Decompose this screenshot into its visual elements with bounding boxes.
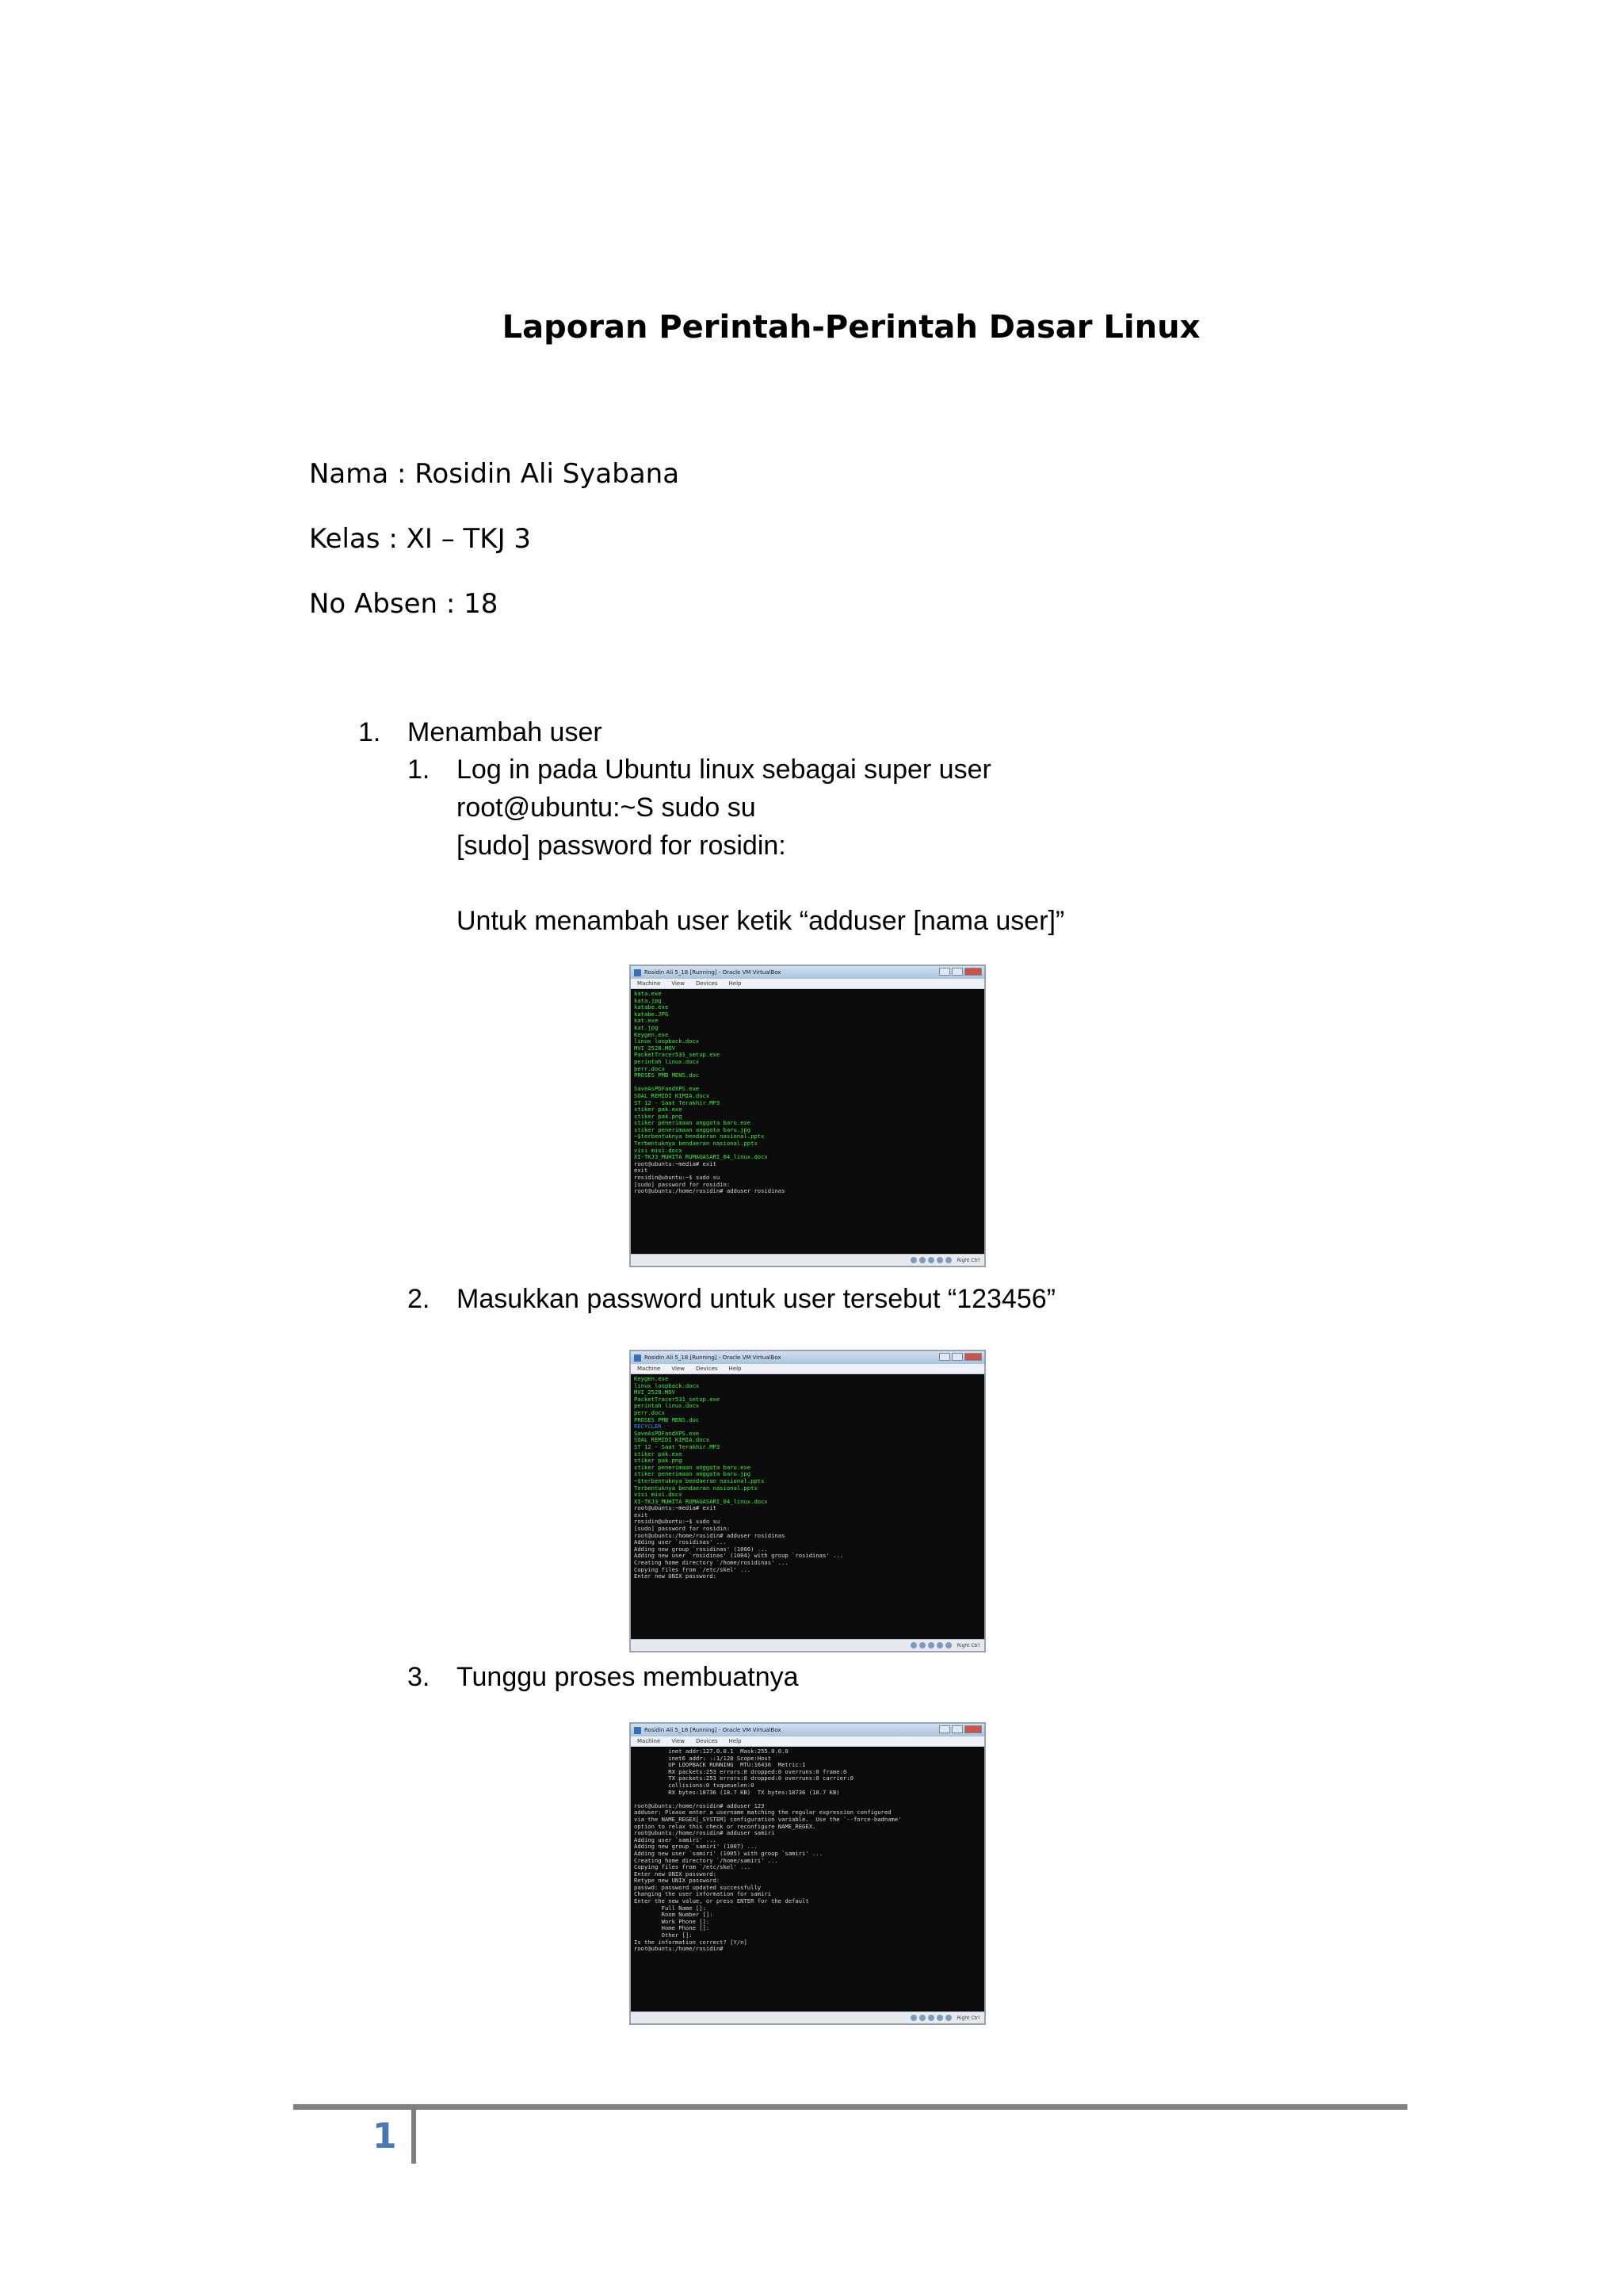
terminal-line: Enter the new value, or press ENTER for the default bbox=[634, 1897, 809, 1905]
window-statusbar bbox=[631, 1639, 984, 1651]
terminal-line: SOAL REMIDI KIMIA.docx bbox=[634, 1091, 710, 1099]
terminal-line: stiker penerimaan anggota baru.exe bbox=[634, 1463, 751, 1471]
virtualbox-icon bbox=[634, 1354, 641, 1362]
terminal-line: root@ubuntu:/home/rosidin# bbox=[634, 1945, 724, 1953]
terminal-line: Is the information correct? [Y/n] bbox=[634, 1938, 747, 1946]
usb-icon bbox=[928, 2015, 934, 2021]
window-menubar bbox=[631, 979, 984, 989]
window-menubar bbox=[631, 1364, 984, 1374]
step-text: Log in pada Ubuntu linux sebagai super user bbox=[456, 755, 991, 785]
usb-icon bbox=[928, 1642, 934, 1648]
terminal-line: linux loopback.docx bbox=[634, 1037, 700, 1045]
window-menubar bbox=[631, 1736, 984, 1747]
terminal-line: root@ubuntu:/home/rosidin# adduser rosidinas bbox=[634, 1187, 785, 1195]
terminal-line: Changing the user information for samiri bbox=[634, 1890, 772, 1898]
terminal-line: katabe.exe bbox=[634, 1003, 669, 1011]
section-heading: Menambah user bbox=[407, 717, 602, 747]
cd-icon bbox=[919, 1642, 926, 1648]
terminal-line: Retype new UNIX password: bbox=[634, 1877, 720, 1885]
terminal-line: exit bbox=[634, 1167, 648, 1175]
virtualbox-screenshot bbox=[629, 1722, 986, 2025]
terminal-line: root@ubuntu:/home/rosidin# adduser 123 bbox=[634, 1801, 765, 1809]
terminal-output bbox=[631, 989, 984, 1197]
terminal-line: PROSES PMB MENS.doc bbox=[634, 1072, 700, 1079]
terminal-line: Copying files from `/etc/skel' ... bbox=[634, 1565, 751, 1573]
terminal-line: rosidin@ubuntu:~$ sudo su bbox=[634, 1174, 720, 1182]
terminal-line: kat.jpg bbox=[634, 1023, 659, 1031]
terminal-line: root@ubuntu:/home/rosidin# adduser samiri bbox=[634, 1829, 775, 1837]
footer-divider bbox=[411, 2110, 416, 2164]
minimize-icon bbox=[939, 1353, 950, 1361]
menu-help: Help bbox=[728, 1738, 742, 1744]
terminal-line: linux loopback.docx bbox=[634, 1381, 700, 1389]
menu-view: View bbox=[671, 1366, 685, 1372]
terminal-line: Adding user `rosidinas' ... bbox=[634, 1538, 727, 1546]
host-key-label: Right Ctrl bbox=[957, 2015, 980, 2021]
terminal-line: collisions:0 txqueuelen:0 bbox=[634, 1781, 754, 1789]
page-title: Laporan Perintah-Perintah Dasar Linux bbox=[502, 309, 1201, 346]
terminal-line: ST 12 - Saat Terakhir.MP3 bbox=[634, 1442, 720, 1450]
maximize-icon bbox=[952, 1725, 963, 1733]
terminal-line: UP LOOPBACK RUNNING MTU:16436 Metric:1 bbox=[634, 1761, 806, 1769]
terminal-line: stiker penerimaan anggota baru.exe bbox=[634, 1119, 751, 1127]
step-number: 1. bbox=[407, 755, 430, 785]
terminal-line: ~$terbentuknya bendaeran nasional.pptx bbox=[634, 1477, 765, 1484]
terminal-line: Terbentuknya bendaeran nasional.pptx bbox=[634, 1140, 758, 1148]
terminal-line: [sudo] password for rosidin: bbox=[634, 1525, 731, 1533]
student-absen: No Absen : 18 bbox=[309, 588, 498, 620]
terminal-line: stiker pak.exe bbox=[634, 1106, 682, 1114]
terminal-line: adduser: Please enter a username matching the regular expression configured bbox=[634, 1809, 892, 1817]
mouse-icon bbox=[945, 1257, 952, 1263]
student-name: Nama : Rosidin Ali Syabana bbox=[309, 458, 680, 490]
usb-icon bbox=[928, 1257, 934, 1263]
window-title: Rosidin Ali 5_18 [Running] - Oracle VM VirtualBox bbox=[644, 1354, 781, 1361]
terminal-line: perintah linux.docx bbox=[634, 1402, 700, 1410]
close-icon bbox=[964, 968, 982, 976]
window-titlebar bbox=[631, 1351, 984, 1364]
terminal-line: Room Number []: bbox=[634, 1911, 713, 1919]
virtualbox-screenshot bbox=[629, 965, 986, 1267]
terminal-line: root@ubuntu:~media# exit bbox=[634, 1504, 716, 1512]
step-number: 3. bbox=[407, 1662, 430, 1692]
window-titlebar bbox=[631, 966, 984, 979]
terminal-line: root@ubuntu:~media# exit bbox=[634, 1159, 716, 1167]
terminal-line: stiker pak.exe bbox=[634, 1450, 682, 1457]
terminal-line: RECYCLER bbox=[634, 1423, 662, 1431]
terminal-line: perr.docx bbox=[634, 1064, 665, 1072]
maximize-icon bbox=[952, 968, 963, 976]
command-line: [sudo] password for rosidin: bbox=[456, 831, 786, 861]
step-text: Masukkan password untuk user tersebut “123456” bbox=[456, 1284, 1056, 1314]
terminal-line: Terbentuknya bendaeran nasional.pptx bbox=[634, 1484, 758, 1492]
cd-icon bbox=[919, 1257, 926, 1263]
terminal-line: Copying files from `/etc/skel' ... bbox=[634, 1863, 751, 1871]
footer-rule bbox=[293, 2104, 1407, 2110]
host-key-label: Right Ctrl bbox=[957, 1257, 980, 1263]
terminal-line: inet addr:127.0.0.1 Mask:255.0.0.0 bbox=[634, 1748, 789, 1755]
step-number: 2. bbox=[407, 1284, 430, 1314]
terminal-line: inet6 addr: ::1/128 Scope:Host bbox=[634, 1754, 772, 1762]
terminal-line: stiker pak.png bbox=[634, 1457, 682, 1465]
terminal-line: kata.exe bbox=[634, 990, 662, 997]
terminal-line: Enter new UNIX password: bbox=[634, 1870, 716, 1878]
terminal-output bbox=[631, 1747, 984, 1954]
window-title: Rosidin Ali 5_18 [Running] - Oracle VM VirtualBox bbox=[644, 1727, 781, 1733]
terminal-line: perr.docx bbox=[634, 1408, 665, 1416]
terminal-line: Full Name []: bbox=[634, 1904, 706, 1912]
close-icon bbox=[964, 1353, 982, 1361]
terminal-line: kata.jpg bbox=[634, 996, 662, 1004]
minimize-icon bbox=[939, 1725, 950, 1733]
terminal-line: PacketTracer531_setup.exe bbox=[634, 1051, 720, 1059]
terminal-line: SOAL REMIDI KIMIA.docx bbox=[634, 1436, 710, 1444]
virtualbox-icon bbox=[634, 1727, 641, 1734]
menu-view: View bbox=[671, 1738, 685, 1744]
menu-devices: Devices bbox=[695, 1738, 718, 1744]
terminal-line: Keygen.exe bbox=[634, 1375, 669, 1382]
terminal-line: TX packets:253 errors:0 dropped:0 overruns:0 carrier:0 bbox=[634, 1775, 854, 1782]
network-icon bbox=[937, 1642, 943, 1648]
terminal-line: Keygen.exe bbox=[634, 1030, 669, 1038]
terminal-line: Creating home directory `/home/samiri' ... bbox=[634, 1856, 778, 1864]
terminal-line: PROSES PMB MENS.doc bbox=[634, 1415, 700, 1423]
hdd-icon bbox=[911, 2015, 917, 2021]
virtualbox-screenshot bbox=[629, 1350, 986, 1652]
step-text: Tunggu proses membuatnya bbox=[456, 1662, 799, 1692]
terminal-line: perintah linux.docx bbox=[634, 1057, 700, 1065]
maximize-icon bbox=[952, 1353, 963, 1361]
menu-help: Help bbox=[728, 980, 742, 987]
terminal-line: stiker pak.png bbox=[634, 1112, 682, 1120]
terminal-line: stiker penerimaan anggota baru.jpg bbox=[634, 1125, 751, 1133]
terminal-line: Adding new group `rosidinas' (1006) ... bbox=[634, 1545, 768, 1553]
virtualbox-icon bbox=[634, 969, 641, 976]
menu-machine: Machine bbox=[637, 1738, 661, 1744]
menu-devices: Devices bbox=[695, 1366, 718, 1372]
terminal-line: Adding user `samiri' ... bbox=[634, 1836, 716, 1843]
terminal-line: exit bbox=[634, 1511, 648, 1519]
terminal-line: kat.exe bbox=[634, 1017, 659, 1025]
menu-devices: Devices bbox=[695, 980, 718, 987]
terminal-line: ~$terbentuknya bendaeran nasional.pptx bbox=[634, 1133, 765, 1140]
section-number: 1. bbox=[358, 717, 381, 747]
instruction-line: Untuk menambah user ketik “adduser [nama user]” bbox=[456, 906, 1065, 936]
minimize-icon bbox=[939, 968, 950, 976]
terminal-line: Other []: bbox=[634, 1931, 693, 1939]
mouse-icon bbox=[945, 1642, 952, 1648]
terminal-line: ST 12 - Saat Terakhir.MP3 bbox=[634, 1098, 720, 1106]
terminal-line: Adding new user `rosidinas' (1004) with group `rosidinas' ... bbox=[634, 1552, 843, 1560]
command-line: root@ubuntu:~S sudo su bbox=[456, 793, 756, 823]
mouse-icon bbox=[945, 2015, 952, 2021]
terminal-line: Home Phone []: bbox=[634, 1924, 710, 1932]
network-icon bbox=[937, 1257, 943, 1263]
menu-machine: Machine bbox=[637, 980, 661, 987]
terminal-line: visi misi.docx bbox=[634, 1146, 682, 1154]
terminal-line: stiker penerimaan anggota baru.jpg bbox=[634, 1470, 751, 1478]
terminal-line: Work Phone []: bbox=[634, 1917, 710, 1925]
menu-machine: Machine bbox=[637, 1366, 661, 1372]
cd-icon bbox=[919, 2015, 926, 2021]
terminal-line: option to relax this check or reconfigure NAME_REGEX. bbox=[634, 1822, 816, 1830]
terminal-output bbox=[631, 1374, 984, 1582]
window-statusbar bbox=[631, 1254, 984, 1266]
terminal-line: Creating home directory `/home/rosidinas' ... bbox=[634, 1559, 789, 1567]
terminal-line: XI-TKJ3_MUHITA RUMAGASARI_04_linux.docx bbox=[634, 1153, 768, 1161]
student-class: Kelas : XI – TKJ 3 bbox=[309, 523, 532, 555]
terminal-line: RX bytes:18736 (18.7 KB) TX bytes:18736 (18.7 KB) bbox=[634, 1788, 840, 1796]
hdd-icon bbox=[911, 1257, 917, 1263]
menu-view: View bbox=[671, 980, 685, 987]
window-title: Rosidin Ali 5_18 [Running] - Oracle VM VirtualBox bbox=[644, 969, 781, 976]
terminal-line: via the NAME_REGEX[_SYSTEM] configuration variable. Use the `--force-badname' bbox=[634, 1815, 902, 1823]
close-icon bbox=[964, 1725, 982, 1733]
menu-help: Help bbox=[728, 1366, 742, 1372]
terminal-line: [sudo] password for rosidin: bbox=[634, 1180, 731, 1188]
terminal-line: MVI_2528.MOV bbox=[634, 1044, 675, 1052]
terminal-line: passwd: password updated successfully bbox=[634, 1883, 762, 1891]
hdd-icon bbox=[911, 1642, 917, 1648]
terminal-line: MVI_2528.MOV bbox=[634, 1389, 675, 1396]
terminal-line: Adding new group `samiri' (1007) ... bbox=[634, 1843, 758, 1851]
terminal-line: visi misi.docx bbox=[634, 1491, 682, 1499]
terminal-line: PacketTracer531_setup.exe bbox=[634, 1395, 720, 1403]
terminal-line: XI-TKJ3_MUHITA RUMAGASARI_04_linux.docx bbox=[634, 1497, 768, 1505]
terminal-line: rosidin@ubuntu:~$ sudo su bbox=[634, 1518, 720, 1526]
network-icon bbox=[937, 2015, 943, 2021]
terminal-line: RX packets:253 errors:0 dropped:0 overruns:0 frame:0 bbox=[634, 1767, 847, 1775]
page-number: 1 bbox=[372, 2116, 397, 2157]
host-key-label: Right Ctrl bbox=[957, 1642, 980, 1648]
terminal-line: Enter new UNIX password: bbox=[634, 1572, 716, 1580]
terminal-line: katabe.JPG bbox=[634, 1010, 669, 1018]
terminal-line: SaveAsPDFandXPS.exe bbox=[634, 1085, 700, 1093]
window-titlebar bbox=[631, 1724, 984, 1736]
terminal-line: Adding new user `samiri' (1005) with group `samiri' ... bbox=[634, 1849, 823, 1857]
terminal-line: root@ubuntu:/home/rosidin# adduser rosidinas bbox=[634, 1531, 785, 1539]
terminal-line: SaveAsPDFandXPS.exe bbox=[634, 1429, 700, 1437]
window-statusbar bbox=[631, 2011, 984, 2023]
